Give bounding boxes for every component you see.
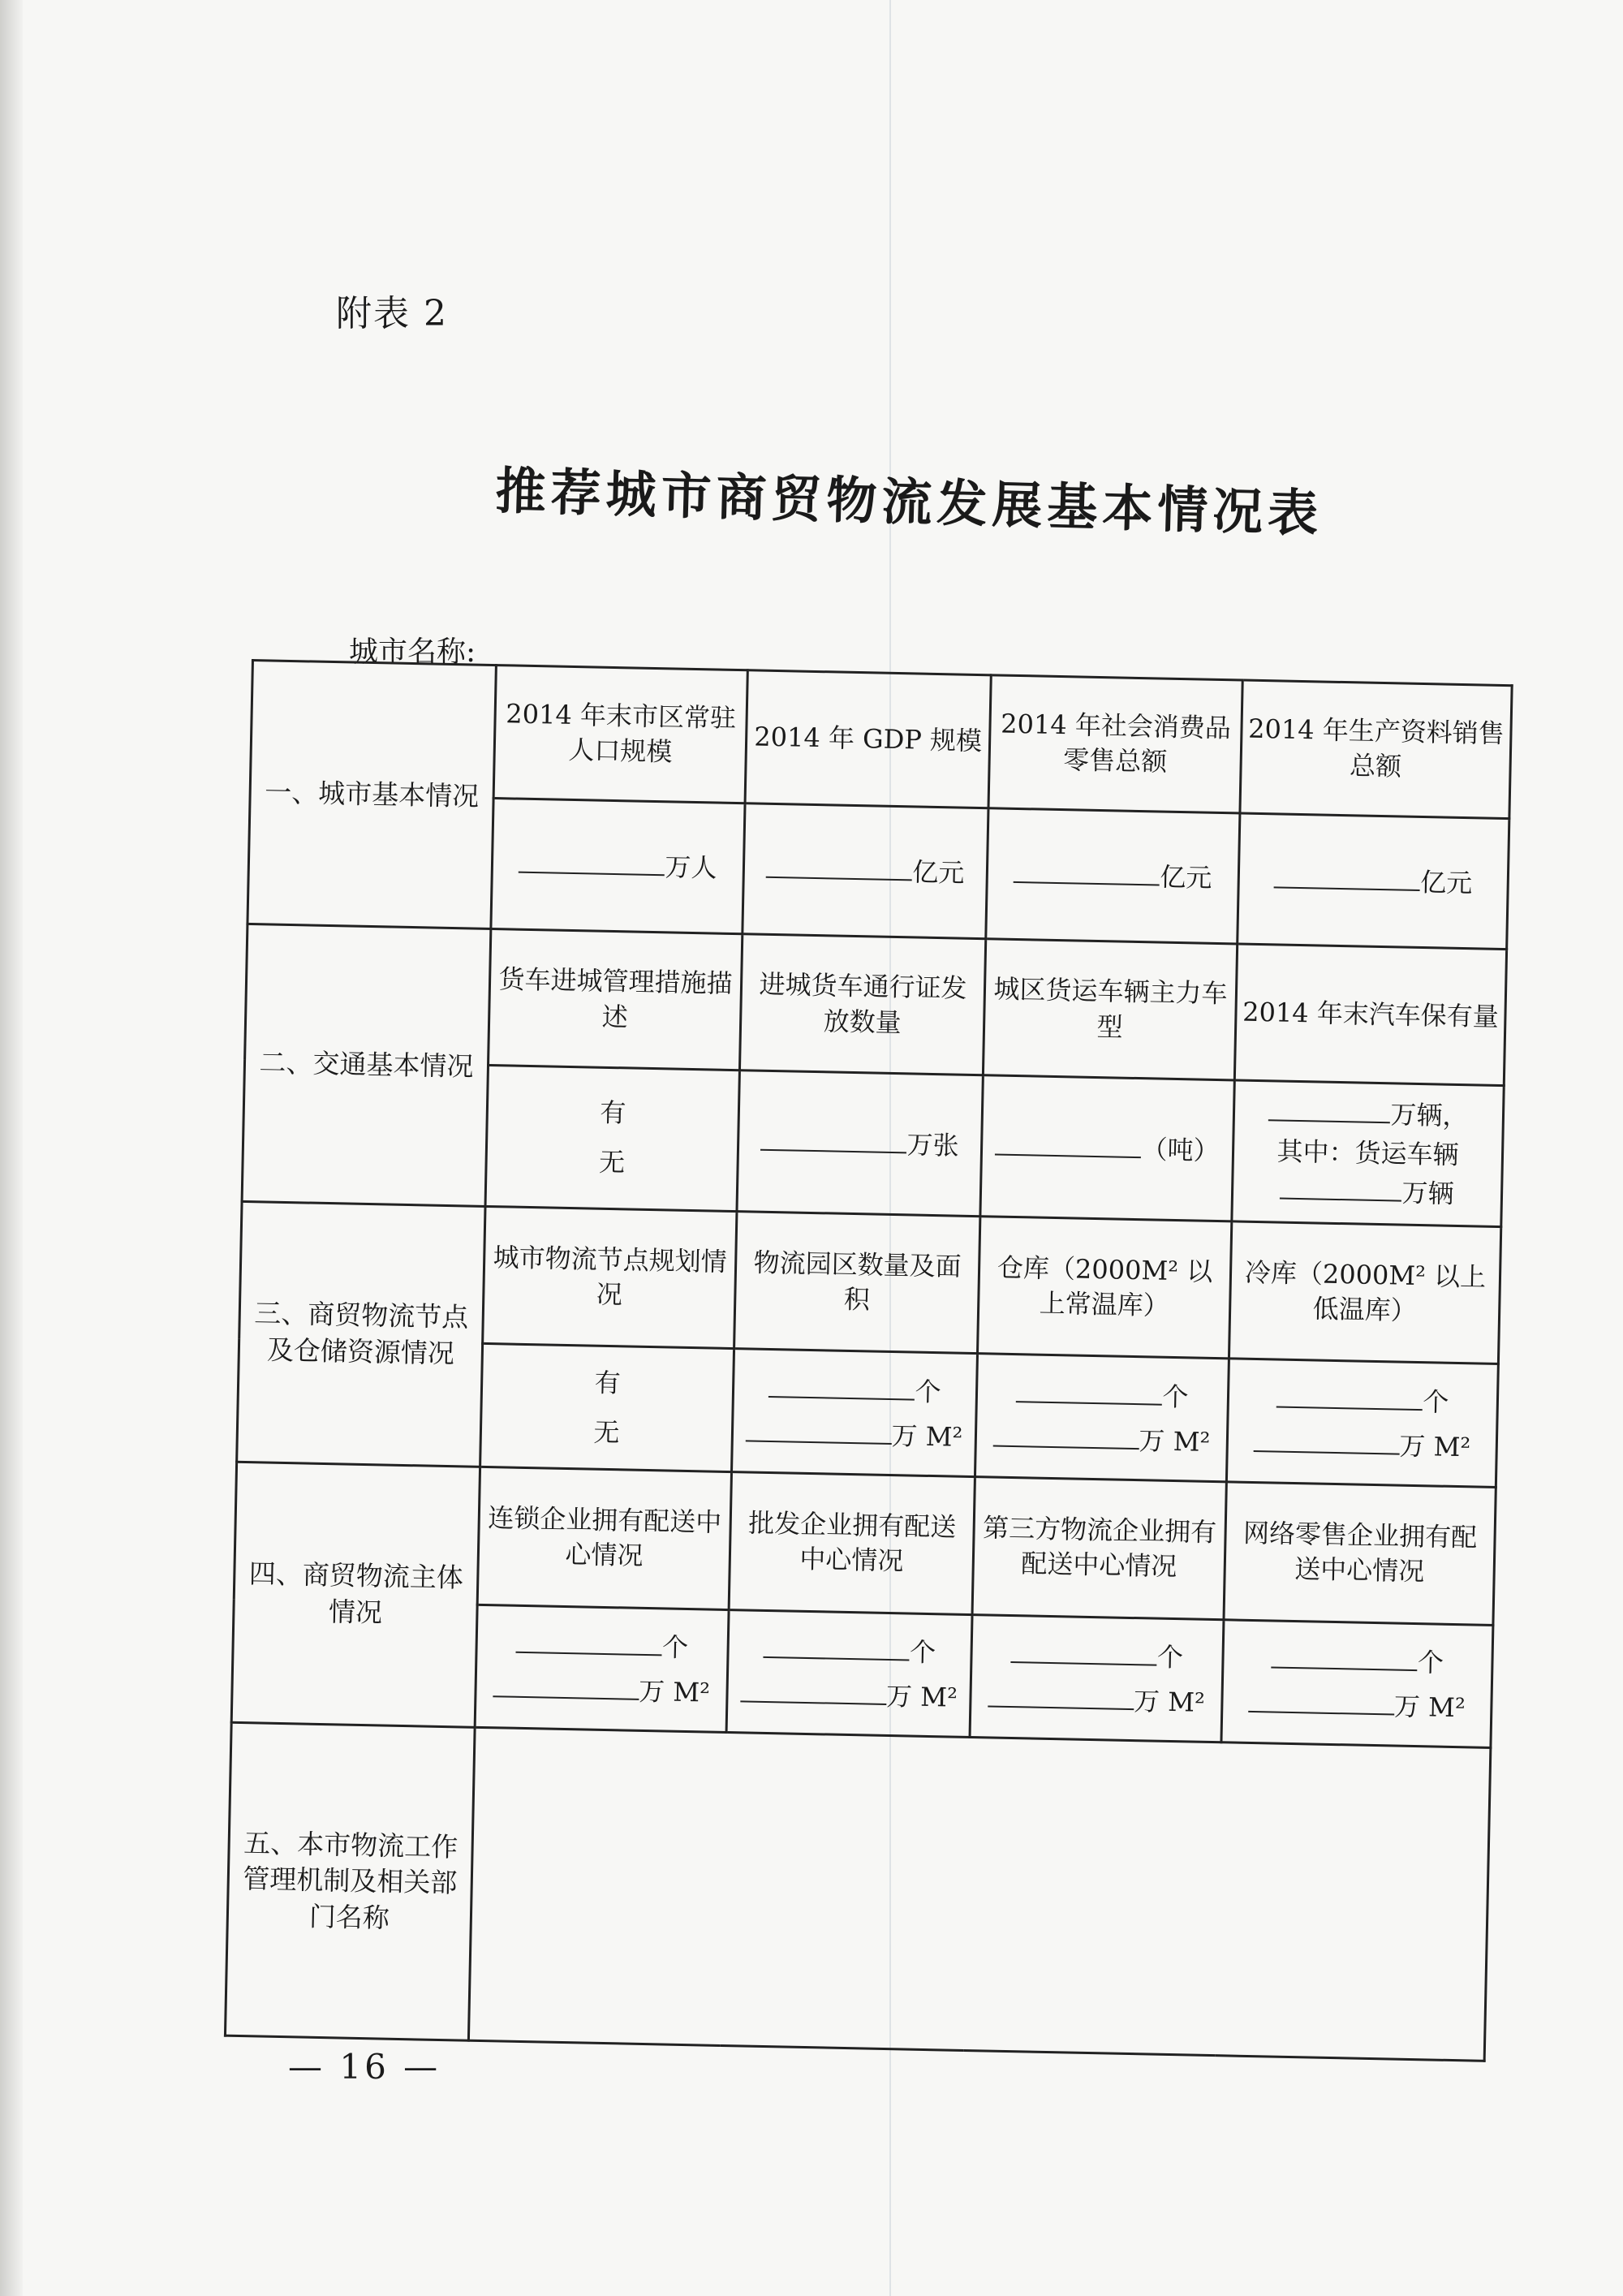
- section-1-header-1: 2014 年末市区常驻人口规模: [493, 666, 747, 803]
- option-yes[interactable]: 有: [599, 1097, 626, 1129]
- section-4-entry-4[interactable]: [1221, 1619, 1493, 1747]
- city-name-label: 城市名称:: [349, 635, 476, 669]
- section-3-header-1: 城市物流节点规划情况: [483, 1206, 737, 1349]
- section-1-label: 一、城市基本情况: [248, 661, 496, 929]
- unit-label: 个: [1162, 1381, 1189, 1413]
- section-3-entry-3[interactable]: [975, 1354, 1229, 1482]
- unit-label: 万 M²: [891, 1419, 963, 1453]
- section-1-entry-3[interactable]: [986, 808, 1240, 944]
- unit-label: 万张: [906, 1129, 960, 1161]
- section-1-entry-2[interactable]: [743, 803, 988, 939]
- page-number: — 16 —: [288, 2047, 441, 2087]
- unit-label: 个: [661, 1631, 689, 1664]
- section-2-entry-3[interactable]: [980, 1075, 1234, 1221]
- section-2-entry-4[interactable]: [1232, 1080, 1504, 1226]
- unit-label: 万 M²: [1133, 1685, 1206, 1718]
- section-4-header-1: 连锁企业拥有配送中心情况: [477, 1467, 731, 1609]
- section-1-entry-4[interactable]: [1238, 813, 1509, 950]
- scan-edge: [0, 0, 23, 2296]
- unit-label: 万 M²: [1139, 1424, 1211, 1458]
- form-table: [224, 659, 1513, 2062]
- section-4-entry-3[interactable]: [970, 1614, 1224, 1742]
- unit-label: （吨）: [1141, 1133, 1220, 1166]
- section-4-label: 四、商贸物流主体情况: [231, 1462, 480, 1727]
- unit-label: 万 M²: [1399, 1430, 1471, 1462]
- appendix-label: 附表 2: [336, 293, 448, 334]
- option-no[interactable]: 无: [593, 1416, 620, 1448]
- section-2-entry-2[interactable]: [737, 1070, 983, 1217]
- section-3-yes-no-options[interactable]: [480, 1344, 734, 1472]
- unit-label: 万 M²: [1393, 1691, 1466, 1724]
- section-3-entry-2[interactable]: [732, 1349, 978, 1477]
- option-no[interactable]: 无: [598, 1147, 626, 1178]
- section-2-header-3: 城区货运车辆主力车型: [983, 939, 1237, 1080]
- section-4-entry-2[interactable]: [726, 1609, 972, 1738]
- unit-label: 个: [909, 1636, 936, 1669]
- unit-label: 个: [915, 1376, 941, 1408]
- section-1-entry-1[interactable]: [491, 798, 745, 934]
- section-2-header-1: 货车进城管理措施描述: [489, 929, 743, 1070]
- unit-label: 万辆，: [1390, 1099, 1469, 1132]
- unit-label: 个: [1423, 1386, 1449, 1418]
- document-title: 推荐城市商贸物流发展基本情况表: [494, 460, 1324, 544]
- section-3-label: 三、商贸物流节点及仓储资源情况: [237, 1201, 485, 1467]
- section-2-header-2: 进城货车通行证发放数量: [739, 934, 985, 1075]
- section-5-entry[interactable]: [468, 1727, 1490, 2061]
- section-4-header-2: 批发企业拥有配送中心情况: [729, 1471, 975, 1614]
- option-yes[interactable]: 有: [594, 1367, 622, 1399]
- unit-label: 亿元: [911, 856, 965, 890]
- section-1-header-4: 2014 年生产资料销售总额: [1240, 680, 1512, 818]
- section-2-label: 二、交通基本情况: [242, 924, 491, 1206]
- unit-label: 万人: [665, 851, 717, 884]
- section-1-header-2: 2014 年 GDP 规模: [745, 670, 991, 808]
- freight-vehicle-label: 其中：货运车辆: [1276, 1135, 1459, 1171]
- section-1-header-3: 2014 年社会消费品零售总额: [988, 675, 1242, 813]
- section-4-header-4: 网络零售企业拥有配送中心情况: [1224, 1482, 1496, 1625]
- form-table-wrapper: [224, 659, 1511, 2062]
- section-3-header-4: 冷库（2000M² 以上低温库）: [1229, 1221, 1500, 1364]
- section-3-header-2: 物流园区数量及面积: [734, 1211, 980, 1354]
- section-2-header-4: 2014 年末汽车保有量: [1234, 944, 1506, 1085]
- section-3-entry-4[interactable]: [1226, 1359, 1498, 1487]
- section-4-header-3: 第三方物流企业拥有配送中心情况: [972, 1476, 1226, 1619]
- unit-label: 个: [1417, 1647, 1444, 1679]
- section-3-header-3: 仓库（2000M² 以上常温库）: [978, 1216, 1232, 1359]
- unit-label: 个: [1156, 1642, 1184, 1674]
- unit-label: 万 M²: [638, 1675, 711, 1708]
- unit-label: 亿元: [1159, 861, 1212, 894]
- section-2-yes-no-options[interactable]: [485, 1065, 739, 1211]
- section-5-label: 五、本市物流工作管理机制及相关部门名称: [225, 1722, 475, 2040]
- unit-label: 万 M²: [885, 1680, 958, 1713]
- unit-label: 万辆: [1401, 1177, 1454, 1210]
- unit-label: 亿元: [1419, 867, 1473, 899]
- section-4-entry-1[interactable]: [475, 1605, 729, 1733]
